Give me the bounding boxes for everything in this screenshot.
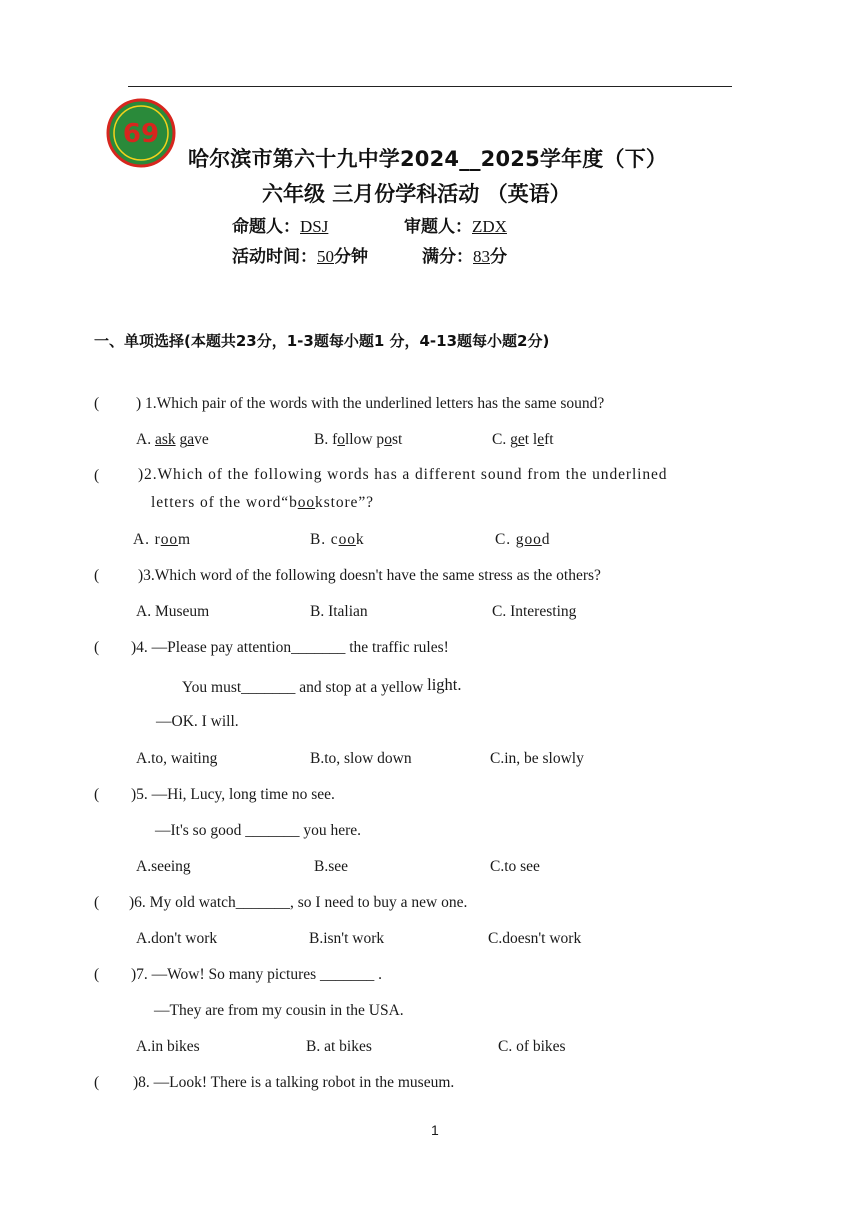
- time-unit: 分钟: [334, 247, 368, 267]
- q7-line2: —They are from my cousin in the USA.: [154, 1002, 404, 1019]
- q7-stem: )7. —Wow! So many pictures _______ .: [131, 966, 383, 983]
- time-value: 50: [317, 247, 334, 266]
- answer-paren-q7[interactable]: (: [94, 966, 100, 983]
- q2-option-a: A. room: [133, 531, 191, 548]
- q2-stem-line1: )2.Which of the following words has a different sound from the underlined: [138, 466, 668, 483]
- school-logo: [106, 98, 176, 168]
- q8-stem: )8. —Look! There is a talking robot in the museum.: [133, 1074, 455, 1091]
- q7-option-b: B. at bikes: [306, 1038, 372, 1055]
- author-value: DSJ: [300, 217, 329, 236]
- time-label: 活动时间：: [232, 247, 317, 267]
- author-line: [232, 212, 328, 237]
- q3-option-a: A. Museum: [136, 603, 210, 620]
- answer-paren-q1[interactable]: (: [94, 395, 100, 412]
- q4-stem: )4. —Please pay attention_______ the traffic rules!: [131, 639, 449, 656]
- q5-option-a: A.seeing: [136, 858, 191, 875]
- q1-option-c: C. get left: [492, 431, 554, 448]
- q7-option-c: C. of bikes: [498, 1038, 566, 1055]
- answer-paren-q4[interactable]: (: [94, 639, 100, 656]
- q1-stem: ) 1.Which pair of the words with the underlined letters has the same sound?: [136, 395, 605, 412]
- answer-paren-q5[interactable]: (: [94, 786, 100, 803]
- q3-option-b: B. Italian: [310, 603, 368, 620]
- q3-stem: )3.Which word of the following doesn't have the same stress as the others?: [138, 567, 601, 584]
- q5-line2: —It's so good _______ you here.: [155, 822, 361, 839]
- q5-stem: )5. —Hi, Lucy, long time no see.: [131, 786, 335, 803]
- reviewer-label: 审题人：: [404, 217, 472, 237]
- page-number: 1: [431, 1122, 439, 1138]
- exam-subtitle: 六年级 三月份学科活动 （英语）: [262, 182, 571, 206]
- q4-option-a: A.to, waiting: [136, 750, 218, 767]
- q7-option-a: A.in bikes: [136, 1038, 200, 1055]
- author-label: 命题人：: [232, 217, 300, 237]
- q4-option-b: B.to, slow down: [310, 750, 412, 767]
- q6-stem: )6. My old watch_______, so I need to buy a new one.: [129, 894, 468, 911]
- q2-stem-line2: letters of the word“bookstore”?: [151, 494, 374, 511]
- answer-paren-q8[interactable]: (: [94, 1074, 100, 1091]
- reviewer-line: [404, 212, 507, 237]
- q4-line3: —OK. I will.: [156, 713, 239, 730]
- score-line: [422, 242, 507, 267]
- answer-paren-q6[interactable]: (: [94, 894, 100, 911]
- q1-option-a: A. ask gave: [136, 431, 209, 448]
- score-label: 满分：: [422, 247, 473, 267]
- q4-option-c: C.in, be slowly: [490, 750, 584, 767]
- q1-option-b: B. follow post: [314, 431, 403, 448]
- logo-number: 69: [122, 119, 160, 149]
- q6-option-a: A.don't work: [136, 930, 218, 947]
- q5-option-c: C.to see: [490, 858, 540, 875]
- reviewer-value: ZDX: [472, 217, 507, 236]
- q4-line2: You must_______ and stop at a yellow light.: [182, 675, 462, 696]
- score-value: 83: [473, 247, 490, 266]
- q2-option-b: B. cook: [310, 531, 365, 548]
- q6-option-b: B.isn't work: [309, 930, 385, 947]
- q3-option-c: C. Interesting: [492, 603, 577, 620]
- answer-paren-q3[interactable]: (: [94, 567, 100, 584]
- q6-option-c: C.doesn't work: [488, 930, 582, 947]
- school-title: 哈尔滨市第六十九中学2024__2025学年度（下）: [188, 147, 668, 171]
- score-unit: 分: [490, 247, 507, 267]
- top-rule: [128, 86, 732, 87]
- q5-option-b: B.see: [314, 858, 349, 875]
- section1-title: 一、单项选择(本题共23分，1-3题每小题1 分，4-13题每小题2分): [94, 332, 550, 350]
- q2-option-c: C. good: [495, 531, 551, 548]
- time-line: [232, 242, 368, 267]
- answer-paren-q2[interactable]: (: [94, 467, 100, 484]
